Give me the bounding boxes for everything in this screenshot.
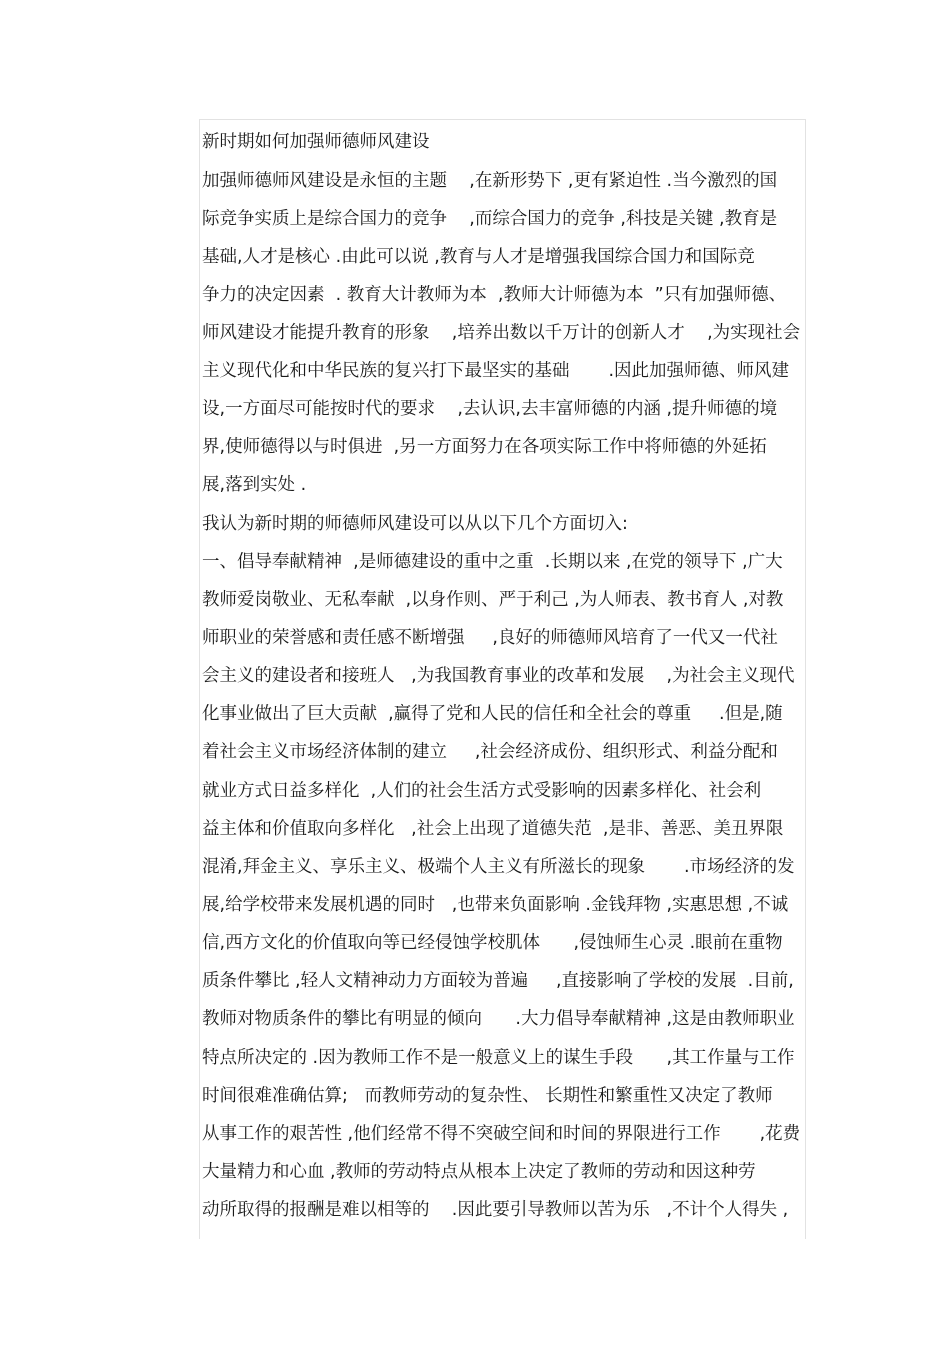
body-line: 师风建设才能提升教育的形象 ,培养出数以千万计的创新人才 ,为实现社会: [202, 323, 801, 343]
body-line: 师职业的荣誉感和责任感不断增强 ,良好的师德师风培育了一代又一代社: [202, 628, 778, 648]
body-line: 一、倡导奉献精神 ,是师德建设的重中之重 .长期以来 ,在党的领导下 ,广大: [202, 552, 783, 572]
body-line: 益主体和价值取向多样化 ,社会上出现了道德失范 ,是非、善恶、美丑界限: [202, 819, 784, 839]
body-line: 质条件攀比 ,轻人文精神动力方面较为普遍 ,直接影响了学校的发展 .目前,: [202, 971, 794, 991]
body-line: 从事工作的艰苦性 ,他们经常不得不突破空间和时间的界限进行工作 ,花费: [202, 1124, 801, 1144]
body-line: 信,西方文化的价值取向等已经侵蚀学校肌体 ,侵蚀师生心灵 .眼前在重物: [202, 933, 783, 953]
body-line: 大量精力和心血 ,教师的劳动特点从根本上决定了教师的劳动和因这种劳: [202, 1162, 756, 1182]
document-title: 新时期如何加强师德师风建设: [202, 132, 430, 152]
body-line: 教师爱岗敬业、无私奉献 ,以身作则、严于利己 ,为人师表、教书育人 ,对教: [202, 590, 784, 610]
body-line: 界,使师德得以与时俱进 ,另一方面努力在各项实际工作中将师德的外延拓: [202, 437, 767, 457]
body-line: 展,落到实处 .: [202, 475, 307, 495]
body-line: 设,一方面尽可能按时代的要求 ,去认识,去丰富师德的内涵 ,提升师德的境: [202, 399, 778, 419]
body-line: 会主义的建设者和接班人 ,为我国教育事业的改革和发展 ,为社会主义现代: [202, 666, 795, 686]
body-line: 争力的决定因素 . 教育大计教师为本 ,教师大计师德为本 ”只有加强师德、: [202, 285, 787, 305]
body-line: 时间很难准确估算; 而教师劳动的复杂性、 长期性和繁重性又决定了教师: [202, 1086, 773, 1106]
body-line: 际竞争实质上是综合国力的竞争 ,而综合国力的竞争 ,科技是关键 ,教育是: [202, 209, 778, 229]
body-line: 基础,人才是核心 .由此可以说 ,教育与人才是增强我国综合国力和国际竞: [202, 247, 755, 267]
body-line: 教师对物质条件的攀比有明显的倾向 .大力倡导奉献精神 ,这是由教师职业: [202, 1009, 795, 1029]
body-line: 混淆,拜金主义、享乐主义、极端个人主义有所滋长的现象 .市场经济的发: [202, 857, 795, 877]
body-line: 主义现代化和中华民族的复兴打下最坚实的基础 .因此加强师德、师风建: [202, 361, 789, 381]
body-line: 加强师德师风建设是永恒的主题 ,在新形势下 ,更有紧迫性 .当今激烈的国: [202, 171, 778, 191]
body-line: 着社会主义市场经济体制的建立 ,社会经济成份、组织形式、利益分配和: [202, 742, 778, 762]
body-line: 化事业做出了巨大贡献 ,赢得了党和人民的信任和全社会的尊重 .但是,随: [202, 704, 783, 724]
body-line: 特点所决定的 .因为教师工作不是一般意义上的谋生手段 ,其工作量与工作: [202, 1048, 795, 1068]
body-line: 动所取得的报酬是难以相等的 .因此要引导教师以苦为乐 ,不计个人得失 ,: [202, 1200, 789, 1220]
body-line: 就业方式日益多样化 ,人们的社会生活方式受影响的因素多样化、社会利: [202, 781, 762, 801]
body-line: 我认为新时期的师德师风建设可以从以下几个方面切入:: [202, 514, 628, 534]
body-line: 展,给学校带来发展机遇的同时 ,也带来负面影响 .金钱拜物 ,实惠思想 ,不诚: [202, 895, 789, 915]
